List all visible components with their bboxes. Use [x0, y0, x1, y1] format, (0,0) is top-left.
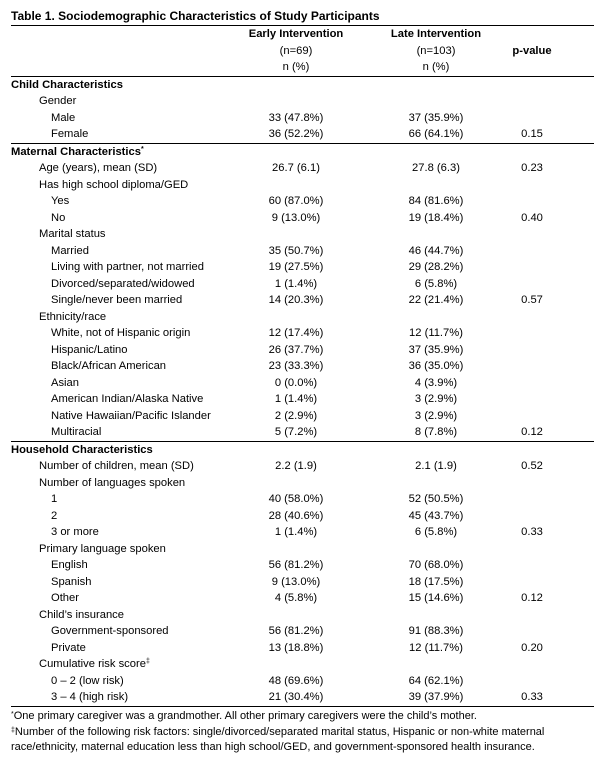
table-row — [11, 424, 594, 441]
table-title: Table 1. Sociodemographic Characteristics of Study Participants — [11, 9, 380, 23]
row-label: 1 — [51, 493, 58, 505]
section-title: Maternal Characteristics* — [11, 145, 144, 158]
late-value: 84 (81.6%) — [408, 195, 464, 207]
table-row — [11, 342, 594, 359]
table-row — [11, 210, 594, 227]
early-value: 21 (30.4%) — [268, 691, 324, 703]
footnote-marker: * — [11, 711, 14, 718]
table-row — [11, 590, 594, 607]
late-value: 45 (43.7%) — [408, 509, 464, 522]
table-row — [11, 110, 594, 127]
early-value: 0 (0.0%) — [274, 376, 318, 389]
row-label: Gender — [39, 95, 77, 107]
late-value: 39 (37.9%) — [408, 691, 464, 703]
p-value: 0.15 — [521, 128, 543, 140]
footnote-marker: ‡ — [11, 726, 15, 734]
late-value: 46 (44.7%) — [408, 244, 464, 257]
section-title: Child Characteristics — [11, 78, 123, 91]
table-row — [11, 640, 594, 657]
table-row — [11, 292, 594, 309]
table-row — [11, 391, 594, 408]
early-value: 36 (52.2%) — [268, 128, 324, 140]
table-row — [11, 574, 594, 591]
row-label: 2 — [51, 509, 58, 522]
p-value: 0.52 — [521, 460, 543, 472]
table-row — [11, 160, 594, 177]
bottom-rule — [11, 706, 594, 707]
early-value: 56 (81.2%) — [268, 559, 324, 571]
p-value: 0.40 — [521, 211, 543, 224]
early-value: 26.7 (6.1) — [272, 162, 320, 174]
early-value: 4 (5.8%) — [274, 592, 318, 604]
early-unit: n (%) — [282, 61, 310, 73]
row-label: Age (years), mean (SD) — [39, 162, 158, 174]
early-value: 13 (18.8%) — [268, 641, 324, 654]
late-value: 52 (50.5%) — [408, 493, 464, 505]
early-value: 56 (81.2%) — [268, 625, 324, 637]
table-row — [11, 408, 594, 425]
section-row — [11, 144, 594, 161]
table-row — [11, 491, 594, 508]
row-label: Living with partner, not married — [51, 261, 204, 273]
footnote-marker: ‡ — [145, 658, 150, 665]
table-row — [11, 276, 594, 293]
table-row — [11, 656, 594, 673]
row-label: Asian — [51, 376, 79, 389]
row-label: Has high school diploma/GED — [39, 178, 189, 191]
section-row — [11, 77, 594, 94]
table-row — [11, 177, 594, 194]
late-value: 19 (18.4%) — [408, 211, 464, 224]
late-value: 6 (5.8%) — [414, 526, 458, 538]
footnote — [11, 725, 601, 756]
row-label: American Indian/Alaska Native — [51, 393, 204, 405]
early-value: 9 (13.0%) — [271, 575, 321, 588]
row-label: Native Hawaiian/Pacific Islander — [51, 409, 211, 422]
row-label: Government-sponsored — [51, 625, 169, 637]
early-value: 12 (17.4%) — [268, 327, 324, 339]
p-value: 0.33 — [521, 526, 543, 538]
late-value: 64 (62.1%) — [408, 674, 464, 687]
early-value: 60 (87.0%) — [268, 195, 324, 207]
late-value: 2.1 (1.9) — [415, 460, 457, 472]
row-label: Hispanic/Latino — [51, 343, 128, 356]
p-value: 0.23 — [521, 162, 543, 174]
early-n: (n=69) — [279, 44, 313, 57]
row-label: Cumulative risk score‡ — [39, 658, 150, 670]
row-label: Male — [51, 111, 76, 124]
late-value: 66 (64.1%) — [408, 128, 464, 140]
early-value: 23 (33.3%) — [268, 360, 324, 372]
row-label: White, not of Hispanic origin — [51, 327, 191, 339]
table-row — [11, 541, 594, 558]
row-label: Married — [51, 244, 89, 257]
table-row — [11, 458, 594, 475]
table-row — [11, 375, 594, 392]
early-value: 26 (37.7%) — [268, 343, 324, 356]
early-value: 14 (20.3%) — [268, 294, 324, 306]
table-row — [11, 243, 594, 260]
row-label: Primary language spoken — [39, 542, 166, 555]
p-value: 0.12 — [521, 592, 543, 604]
early-value: 2.2 (1.9) — [275, 460, 317, 472]
table-row — [11, 557, 594, 574]
late-value: 3 (2.9%) — [414, 393, 458, 405]
table-row — [11, 475, 594, 492]
early-value: 1 (1.4%) — [274, 393, 318, 405]
early-value: 19 (27.5%) — [268, 261, 324, 273]
section-row — [11, 442, 594, 459]
early-value: 48 (69.6%) — [268, 674, 324, 687]
row-label: Marital status — [39, 228, 106, 240]
section-title: Household Characteristics — [11, 443, 153, 456]
table-row — [11, 508, 594, 525]
footnote-marker: * — [140, 145, 144, 153]
footnote-text: One primary caregiver was a grandmother. All other primary caregivers were the child’s mother. — [13, 710, 477, 722]
table-row — [11, 126, 594, 143]
row-label: Other — [51, 592, 79, 604]
late-value: 22 (21.4%) — [408, 294, 464, 306]
footnotes — [11, 709, 601, 756]
row-label: 3 or more — [51, 526, 99, 538]
table-row — [11, 689, 594, 706]
late-value: 29 (28.2%) — [408, 261, 464, 273]
table-row — [11, 193, 594, 210]
table-body — [11, 77, 594, 707]
footnote-text: Number of the following risk factors: single/divorced/separated marital status, Hispanic or non-white maternal race/ethnicity, maternal education less than high school/GED, and government-sponsored health insurance. — [11, 725, 545, 753]
table-row — [11, 358, 594, 375]
table-row — [11, 309, 594, 326]
table-row — [11, 623, 594, 640]
late-value: 91 (88.3%) — [408, 625, 464, 637]
row-label: English — [51, 559, 88, 571]
row-label: No — [51, 211, 66, 224]
p-value: 0.20 — [521, 641, 543, 654]
late-value: 36 (35.0%) — [408, 360, 464, 372]
table — [11, 8, 594, 707]
late-value: 37 (35.9%) — [408, 343, 464, 356]
late-value: 27.8 (6.3) — [412, 162, 460, 174]
footnote — [11, 709, 601, 725]
early-value: 1 (1.4%) — [274, 277, 318, 290]
pvalue-header: p-value — [512, 44, 552, 57]
row-label: Single/never been married — [51, 294, 183, 306]
row-label: Number of children, mean (SD) — [39, 460, 194, 472]
row-label: Number of languages spoken — [39, 476, 186, 489]
column-header — [11, 26, 594, 76]
table-row — [11, 259, 594, 276]
late-value: 15 (14.6%) — [408, 592, 464, 604]
late-value: 12 (11.7%) — [409, 327, 463, 339]
late-value: 3 (2.9%) — [414, 409, 458, 422]
row-label: Divorced/separated/widowed — [51, 277, 195, 290]
row-label: Female — [51, 128, 89, 140]
early-value: 28 (40.6%) — [268, 509, 324, 522]
table-row — [11, 524, 594, 541]
p-value: 0.33 — [521, 691, 543, 703]
table-row — [11, 325, 594, 342]
early-value: 5 (7.2%) — [274, 426, 318, 438]
table-row — [11, 673, 594, 690]
early-value: 1 (1.4%) — [274, 526, 318, 538]
row-label: 0 – 2 (low risk) — [51, 674, 124, 687]
p-value: 0.57 — [521, 294, 543, 306]
row-label: Ethnicity/race — [39, 310, 107, 323]
early-header: Early Intervention — [248, 28, 344, 40]
late-header: Late Intervention — [390, 28, 482, 40]
late-unit: n (%) — [422, 61, 450, 73]
row-label: Multiracial — [51, 426, 102, 438]
row-label: Child’s insurance — [39, 608, 124, 621]
row-label: Yes — [51, 195, 70, 207]
row-label: Black/African American — [51, 360, 167, 372]
row-label: Private — [51, 641, 86, 654]
late-n: (n=103) — [416, 44, 456, 57]
late-value: 70 (68.0%) — [408, 559, 464, 571]
late-value: 18 (17.5%) — [408, 575, 464, 588]
early-value: 2 (2.9%) — [274, 409, 318, 422]
early-value: 9 (13.0%) — [271, 211, 321, 224]
late-value: 8 (7.8%) — [414, 426, 458, 438]
table-row — [11, 607, 594, 624]
late-value: 4 (3.9%) — [414, 376, 458, 389]
early-value: 33 (47.8%) — [268, 111, 324, 124]
row-label: 3 – 4 (high risk) — [51, 691, 129, 703]
late-value: 37 (35.9%) — [408, 111, 464, 124]
table-row — [11, 226, 594, 243]
late-value: 12 (11.7%) — [409, 641, 463, 654]
early-value: 35 (50.7%) — [268, 244, 324, 257]
row-label: Spanish — [51, 575, 92, 588]
table-row — [11, 93, 594, 110]
late-value: 6 (5.8%) — [414, 277, 458, 290]
early-value: 40 (58.0%) — [268, 493, 324, 505]
p-value: 0.12 — [521, 426, 543, 438]
